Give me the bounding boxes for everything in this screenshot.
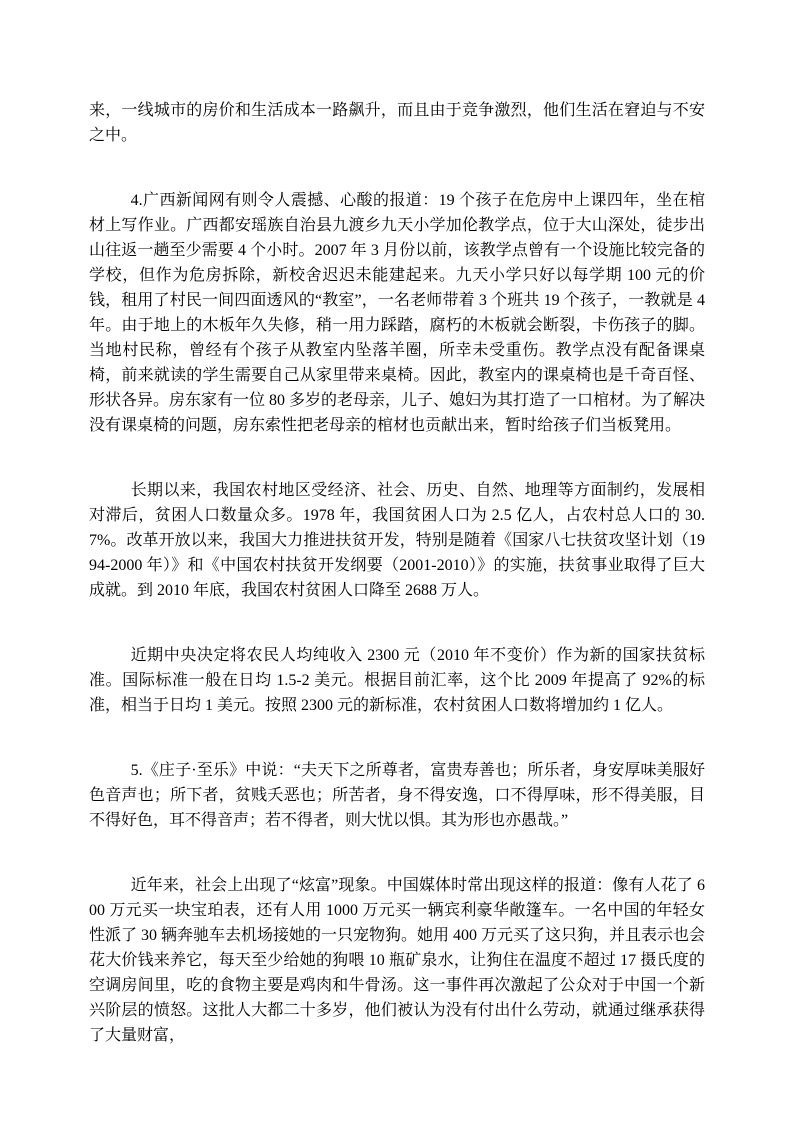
paragraph-item-5: 5.《庄子·至乐》中说：“夫天下之所尊者，富贵寿善也；所乐者，身安厚味美服好色音声也；所下者，贫贱夭恶也；所苦者，身不得安逸，口不得厚味，形不得美服，目不得好色，耳不得音声；若不得者，则大忧以惧。其为形也亦愚哉。”	[89, 762, 705, 829]
paragraph-continuation: 来，一线城市的房价和生活成本一路飙升，而且由于竞争激烈，他们生活在窘迫与不安之中。	[89, 102, 705, 144]
document-text-body	[89, 98, 705, 1048]
paragraph-poverty-standard: 近期中央决定将农民人均纯收入 2300 元（2010 年不变价）作为新的国家扶贫标准。国际标准一般在日均 1.5-2 美元。根据目前汇率，这个比 2009 年提高了 92%的标准，相当于日均 1 美元。按照 2300 元的新标准，农村贫困人口数将增加约 1 亿人。	[89, 647, 705, 714]
paragraph-rural-poverty: 长期以来，我国农村地区受经济、社会、历史、自然、地理等方面制约，发展相对滞后，贫困人口数量众多。1978 年，我国贫困人口为 2.5 亿人，占农村总人口的 30.7%。改革开放以来，我国大力推进扶贫开发，特别是随着《国家八七扶贫攻坚计划（1994-2000 年）》和《中国农村扶贫开发纲要（2001-2010）》的实施，扶贫事业取得了巨大成就。到 2010 年底，我国农村贫困人口降至 2688 万人。	[89, 482, 705, 599]
paragraph-item-4: 4.广西新闻网有则令人震撼、心酸的报道：19 个孩子在危房中上课四年，坐在棺材上写作业。广西都安瑶族自治县九渡乡九天小学加伦教学点，位于大山深处，徒步出山往返一趟至少需要 4 个小时。2007 年 3 月份以前，该教学点曾有一个设施比较完备的学校，但作为危房拆除，新校舍迟迟未能建起来。九天小学只好以每学期 100 元的价钱，租用了村民一间四面透风的“教室”，一名老师带着 3 个班共 19 个孩子，一教就是 4 年。由于地上的木板年久失修，稍一用力踩踏，腐朽的木板就会断裂，卡伤孩子的脚。当地村民称，曾经有个孩子从教室内坠落羊圈，所幸未受重伤。教学点没有配备课桌椅，前来就读的学生需要自己从家里带来桌椅。因此，教室内的课桌椅也是千奇百怪、形状各异。房东家有一位 80 多岁的老母亲，儿子、媳妇为其打造了一口棺材。为了解决没有课桌椅的问题，房东索性把老母亲的棺材也贡献出来，暂时给孩子们当板凳用。	[89, 192, 706, 434]
paragraph-flaunting-wealth: 近年来，社会上出现了“炫富”现象。中国媒体时常出现这样的报道：像有人花了 600 万元买一块宝珀表，还有人用 1000 万元买一辆宾利豪华敞篷车。一名中国的年轻女性派了 30 辆奔驰车去机场接她的一只宠物狗。她用 400 万元买了这只狗，并且表示也会花大价钱来养它，每天至少给她的狗喂 10 瓶矿泉水，让狗住在温度不超过 17 摄氏度的空调房间里，吃的食物主要是鸡肉和牛骨汤。这一事件再次激起了公众对于中国一个新兴阶层的愤怒。这批人大都二十多岁，他们被认为没有付出什么劳动，就通过继承获得了大量财富，	[89, 877, 706, 1044]
